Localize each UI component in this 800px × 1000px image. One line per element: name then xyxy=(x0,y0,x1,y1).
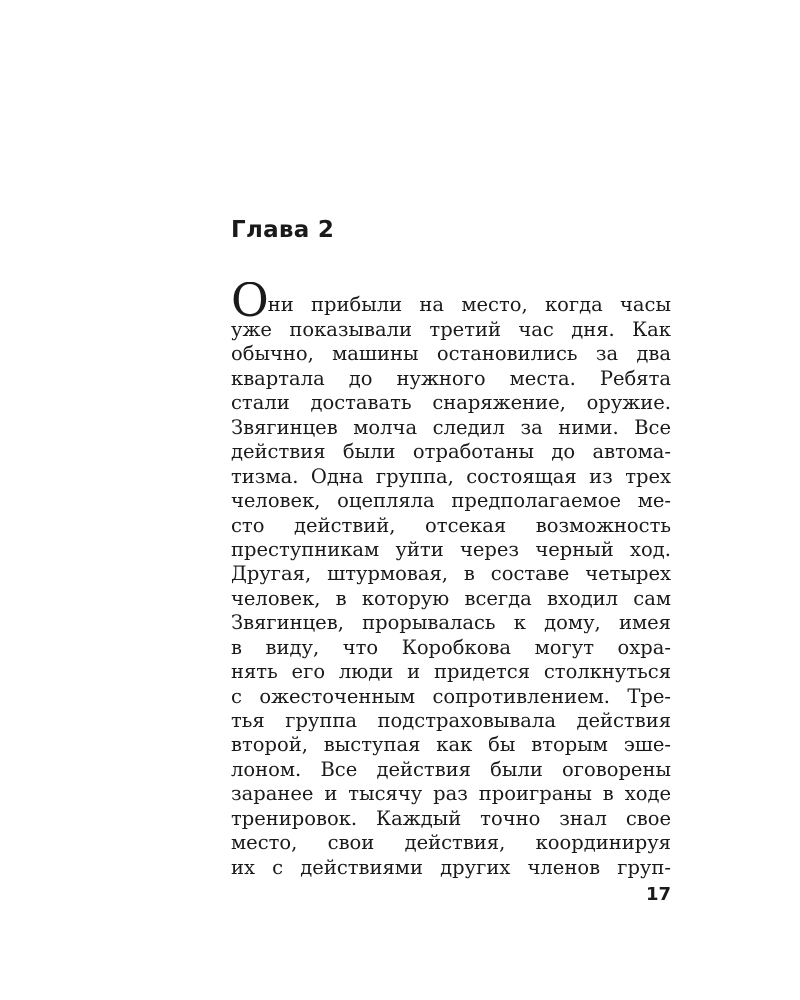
chapter-title: Глава 2 xyxy=(231,217,335,243)
first-line xyxy=(231,282,671,318)
text-line: тизма. Одна группа, состоящая из трех xyxy=(231,464,671,488)
text-line: нять его люди и придется столкнуться xyxy=(231,660,671,684)
text-line: уже показывали третий час дня. Как xyxy=(231,318,671,341)
text-line: квартала до нужного места. Ребята xyxy=(231,366,671,390)
text-line: тья группа подстраховывала действия xyxy=(231,709,671,732)
text-line: Звягинцев молча следил за ними. Все xyxy=(231,415,671,439)
text-line: человек, в которую всегда входил сам xyxy=(231,586,671,610)
text-line: с ожесточенным сопротивлением. Тре- xyxy=(231,684,671,708)
text-line: человек, оцепляла предполагаемое ме- xyxy=(231,489,671,513)
text-line: второй, выступая как бы вторым эше- xyxy=(231,733,671,757)
page-number: 17 xyxy=(645,884,671,905)
body-text xyxy=(231,282,671,880)
text-line: Звягинцев, прорывалась к дому, имея xyxy=(231,611,671,635)
first-line-text: ни прибыли на место, когда часы xyxy=(267,292,671,316)
text-line: заранее и тысячу раз проиграны в ходе xyxy=(231,782,671,806)
text-line: лоном. Все действия были оговорены xyxy=(231,757,671,781)
drop-cap: О xyxy=(231,282,267,318)
text-line: Другая, штурмовая, в составе четырех xyxy=(231,562,671,586)
text-line: сто действий, отсекая возможность xyxy=(231,513,671,537)
text-line: в виду, что Коробкова могут охра- xyxy=(231,635,671,659)
text-line: стали доставать снаряжение, оружие. xyxy=(231,391,671,415)
text-line: обычно, машины остановились за два xyxy=(231,342,671,366)
text-line: действия были отработаны до автома- xyxy=(231,440,671,464)
text-line: их с действиями других членов груп- xyxy=(231,855,671,879)
text-line: тренировок. Каждый точно знал свое xyxy=(231,806,671,830)
text-line: место, свои действия, координируя xyxy=(231,831,671,855)
text-line: преступникам уйти через черный ход. xyxy=(231,537,671,561)
